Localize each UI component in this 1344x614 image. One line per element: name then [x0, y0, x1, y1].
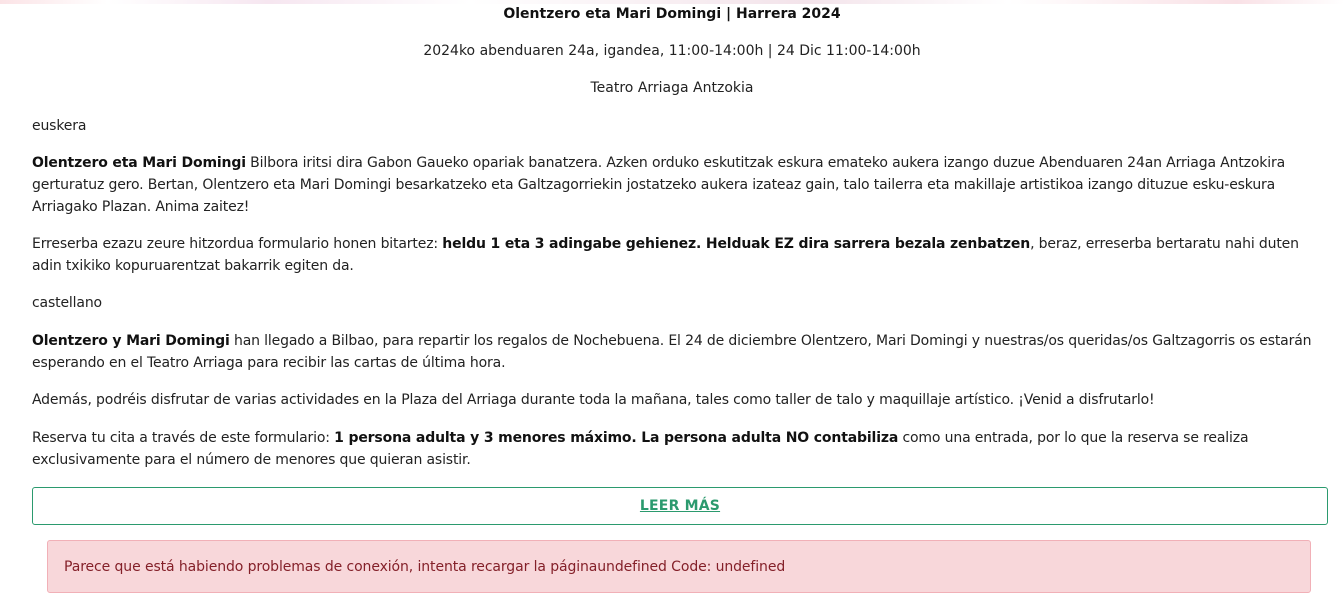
euskera-p2-bold: heldu 1 eta 3 adingabe gehienez. Helduak EZ dira sarrera bezala zenbatzen	[442, 236, 1031, 252]
euskera-paragraph-1	[32, 152, 1328, 218]
euskera-p2-text1: Erreserba ezazu zeure hitzordua formulario honen bitartez:	[32, 236, 443, 252]
castellano-p1-text: han llegado a Bilbao, para repartir los regalos de Nochebuena. El 24 de diciembre Olentzero, Mari Domingi y nuestras/os queridas/os Galtzagorris os estarán esperando en el Teatro Arriaga para recibir las cartas de última hora.	[32, 333, 1312, 371]
event-title: Olentzero eta Mari Domingi | Harrera 2024	[503, 6, 841, 22]
read-more-label: LEER MÁS	[639, 498, 721, 514]
event-venue: Teatro Arriaga Antzokia	[590, 80, 754, 96]
euskera-paragraph-2	[32, 233, 1328, 277]
euskera-p1-bold: Olentzero eta Mari Domingi	[32, 155, 246, 171]
castellano-paragraph-2: Además, podréis disfrutar de varias actividades en la Plaza del Arriaga durante toda la mañana, tales como taller de talo y maquillaje artístico. ¡Venid a disfrutarlo!	[32, 392, 1155, 408]
castellano-heading: castellano	[32, 295, 102, 311]
euskera-p1-text: Bilbora iritsi dira Gabon Gaueko opariak banatzera. Azken orduko eskutitzak eskura emateko aukera izango duzue Abenduaren 24an Arriaga Antzokira gerturatuz gero. Bertan, Olentzero eta Mari Domingi besarkatzeko eta Galtzagorriekin jostatzeko aukera izateaz gain, talo tailerra eta makillaje artistikoa izango dituzue esku-eskura Arriagako Plazan. Anima zaitez!	[32, 155, 1286, 215]
castellano-p1-bold: Olentzero y Mari Domingi	[32, 333, 230, 349]
alert-message: Parece que está habiendo problemas de conexión, intenta recargar la páginaundefined Code: undefined	[64, 558, 786, 575]
read-more-button[interactable]	[32, 487, 1328, 525]
castellano-p3-text2: como una entrada, por lo que la reserva se realiza exclusivamente para el número de menores que quieran asistir.	[32, 430, 1249, 468]
castellano-p3-bold: 1 persona adulta y 3 menores máximo. La persona adulta NO contabiliza	[334, 430, 899, 446]
euskera-p2-text2: , beraz, erreserba bertaratu nahi duten adin txikiko kopuruarentzat bakarrik egiten da.	[32, 236, 1299, 274]
castellano-p3-text1: Reserva tu cita a través de este formulario:	[32, 430, 335, 446]
euskera-heading: euskera	[32, 118, 87, 134]
castellano-paragraph-1	[32, 330, 1328, 374]
castellano-paragraph-3	[32, 427, 1328, 471]
event-date: 2024ko abenduaren 24a, igandea, 11:00-14:00h | 24 Dic 11:00-14:00h	[423, 43, 921, 59]
connection-error-alert	[47, 540, 1311, 593]
